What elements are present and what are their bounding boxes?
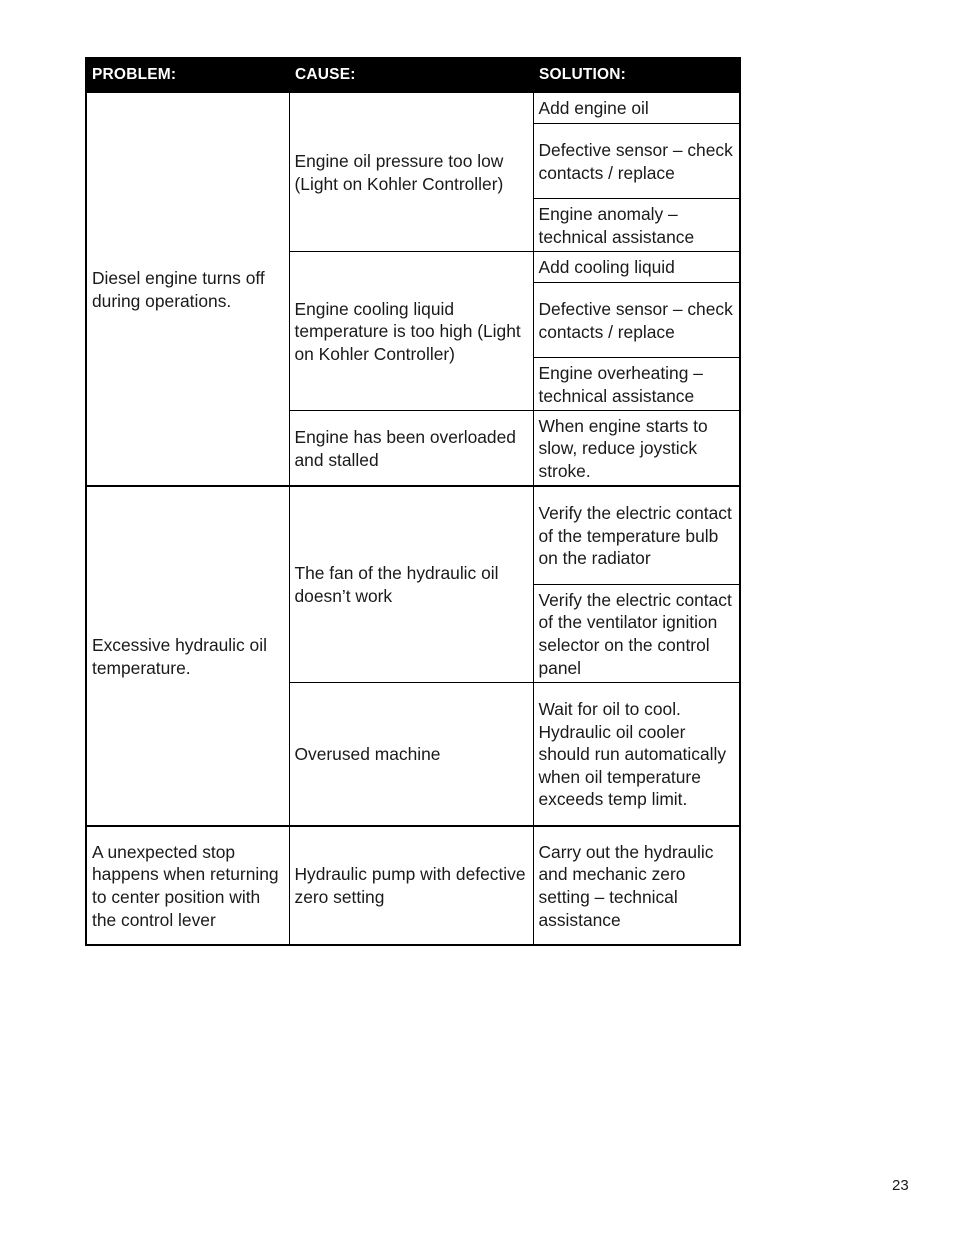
solution-cell: When engine starts to slow, reduce joystick stroke. xyxy=(533,411,740,487)
table-row xyxy=(86,826,740,945)
cause-cell: Overused machine xyxy=(289,683,533,827)
cause-cell: Engine has been overloaded and stalled xyxy=(289,411,533,487)
solution-cell: Defective sensor – check contacts / replace xyxy=(533,124,740,199)
solution-cell: Add cooling liquid xyxy=(533,252,740,283)
solution-cell: Engine overheating – technical assistance xyxy=(533,358,740,411)
troubleshooting-table xyxy=(85,57,741,946)
cause-cell: Hydraulic pump with defective zero setting xyxy=(289,826,533,945)
table-row xyxy=(86,92,740,124)
solution-cell: Verify the electric contact of the ventilator ignition selector on the control panel xyxy=(533,585,740,683)
problem-cell: Diesel engine turns off during operations. xyxy=(86,92,289,486)
cause-cell: Engine oil pressure too low (Light on Kohler Controller) xyxy=(289,92,533,252)
header-problem: PROBLEM: xyxy=(86,58,289,92)
problem-cell: Excessive hydraulic oil temperature. xyxy=(86,486,289,826)
cause-cell: Engine cooling liquid temperature is too high (Light on Kohler Controller) xyxy=(289,252,533,411)
solution-cell: Verify the electric contact of the temperature bulb on the radiator xyxy=(533,486,740,585)
solution-cell: Wait for oil to cool. Hydraulic oil cooler should run automatically when oil temperature exceeds temp limit. xyxy=(533,683,740,827)
header-solution: SOLUTION: xyxy=(533,58,740,92)
solution-cell: Add engine oil xyxy=(533,92,740,124)
header-cause: CAUSE: xyxy=(289,58,533,92)
solution-cell: Defective sensor – check contacts / replace xyxy=(533,283,740,358)
table-row xyxy=(86,486,740,585)
solution-cell: Engine anomaly – technical assistance xyxy=(533,199,740,252)
solution-cell: Carry out the hydraulic and mechanic zero setting – technical assistance xyxy=(533,826,740,945)
table-header-row xyxy=(86,58,740,92)
page-number: 23 xyxy=(892,1177,909,1194)
problem-cell: A unexpected stop happens when returning to center position with the control lever xyxy=(86,826,289,945)
cause-cell: The fan of the hydraulic oil doesn’t work xyxy=(289,486,533,683)
